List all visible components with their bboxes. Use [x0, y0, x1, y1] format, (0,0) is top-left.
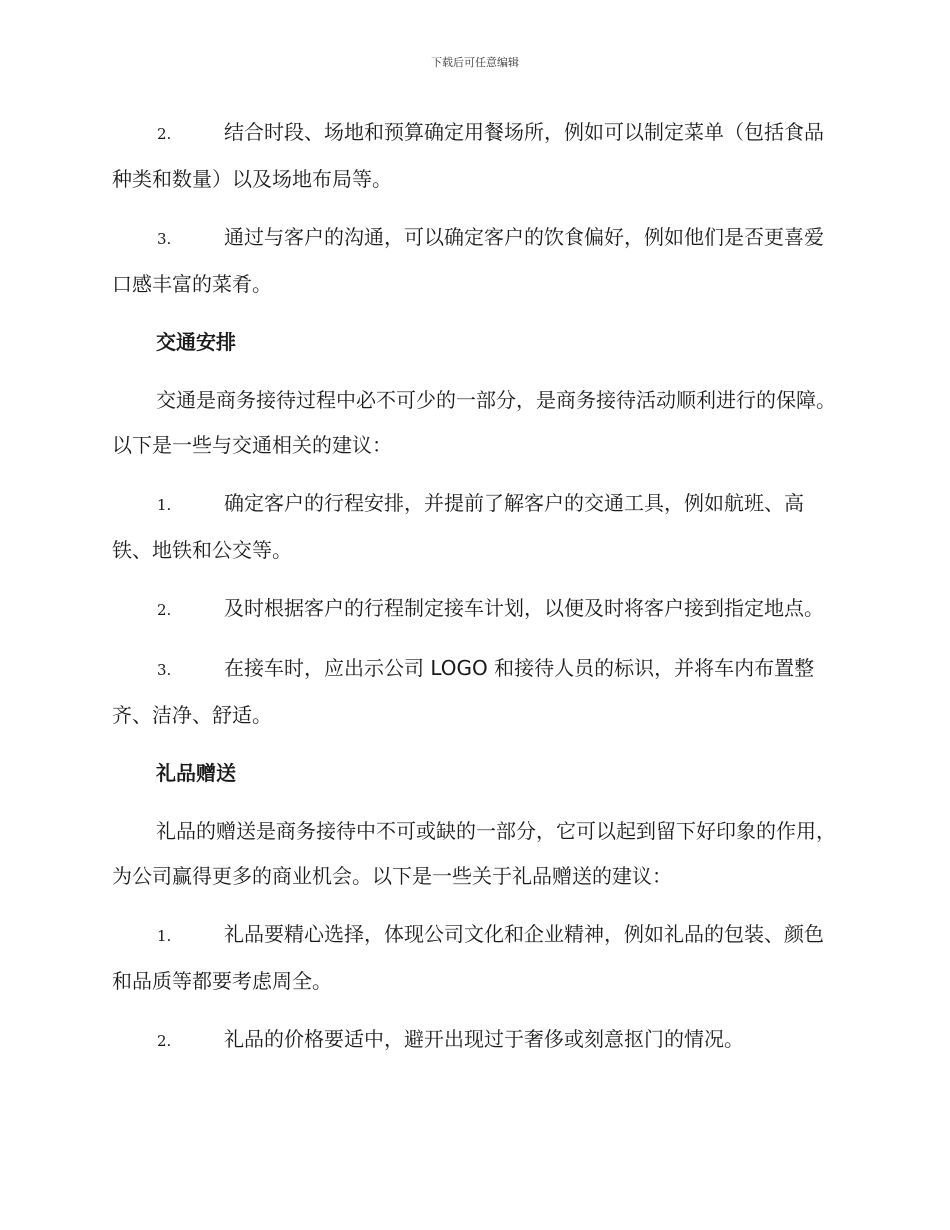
list-text: 结合时段、场地和预算确定用餐场所，例如可以制定菜单（包括食品种类和数量）以及场地布局等。 — [112, 120, 824, 191]
list-item — [112, 646, 836, 738]
list-number: 1. — [157, 927, 172, 945]
list-text: 及时根据客户的行程制定接车计划，以便及时将客户接到指定地点。 — [224, 596, 824, 620]
list-text: 在接车时，应出示公司 LOGO 和接待人员的标识，并将车内布置整齐、洁净、舒适。 — [112, 656, 815, 727]
paragraph: 交通是商务接待过程中必不可少的一部分，是商务接待活动顺利进行的保障。以下是一些与交通相关的建议： — [112, 388, 836, 457]
list-text: 礼品要精心选择，体现公司文化和企业精神，例如礼品的包装、颜色和品质等都要考虑周全。 — [112, 922, 824, 993]
section-heading-gifts: 礼品赠送 — [156, 761, 236, 785]
list-number: 2. — [157, 1032, 172, 1050]
list-text: 确定客户的行程安排，并提前了解客户的交通工具，例如航班、高铁、地铁和公交等。 — [112, 491, 804, 562]
list-item — [112, 481, 836, 573]
list-item — [112, 215, 836, 307]
paragraph: 礼品的赠送是商务接待中不可或缺的一部分，它可以起到留下好印象的作用，为公司赢得更多的商业机会。以下是一些关于礼品赠送的建议： — [112, 819, 836, 888]
document-body — [112, 110, 836, 1077]
page-header: 下载后可任意编辑 — [431, 56, 519, 69]
list-number: 2. — [157, 601, 172, 619]
list-text: 礼品的价格要适中，避开出现过于奢侈或刻意抠门的情况。 — [224, 1027, 744, 1051]
list-item — [112, 110, 836, 202]
list-item — [112, 1017, 836, 1064]
section-heading-transport: 交通安排 — [156, 330, 236, 354]
list-number: 2. — [157, 125, 172, 143]
list-item — [112, 586, 836, 633]
list-number: 3. — [157, 230, 172, 248]
list-text: 通过与客户的沟通，可以确定客户的饮食偏好，例如他们是否更喜爱口感丰富的菜肴。 — [112, 225, 824, 296]
list-number: 1. — [157, 496, 172, 514]
list-item — [112, 912, 836, 1004]
list-number: 3. — [157, 661, 172, 679]
